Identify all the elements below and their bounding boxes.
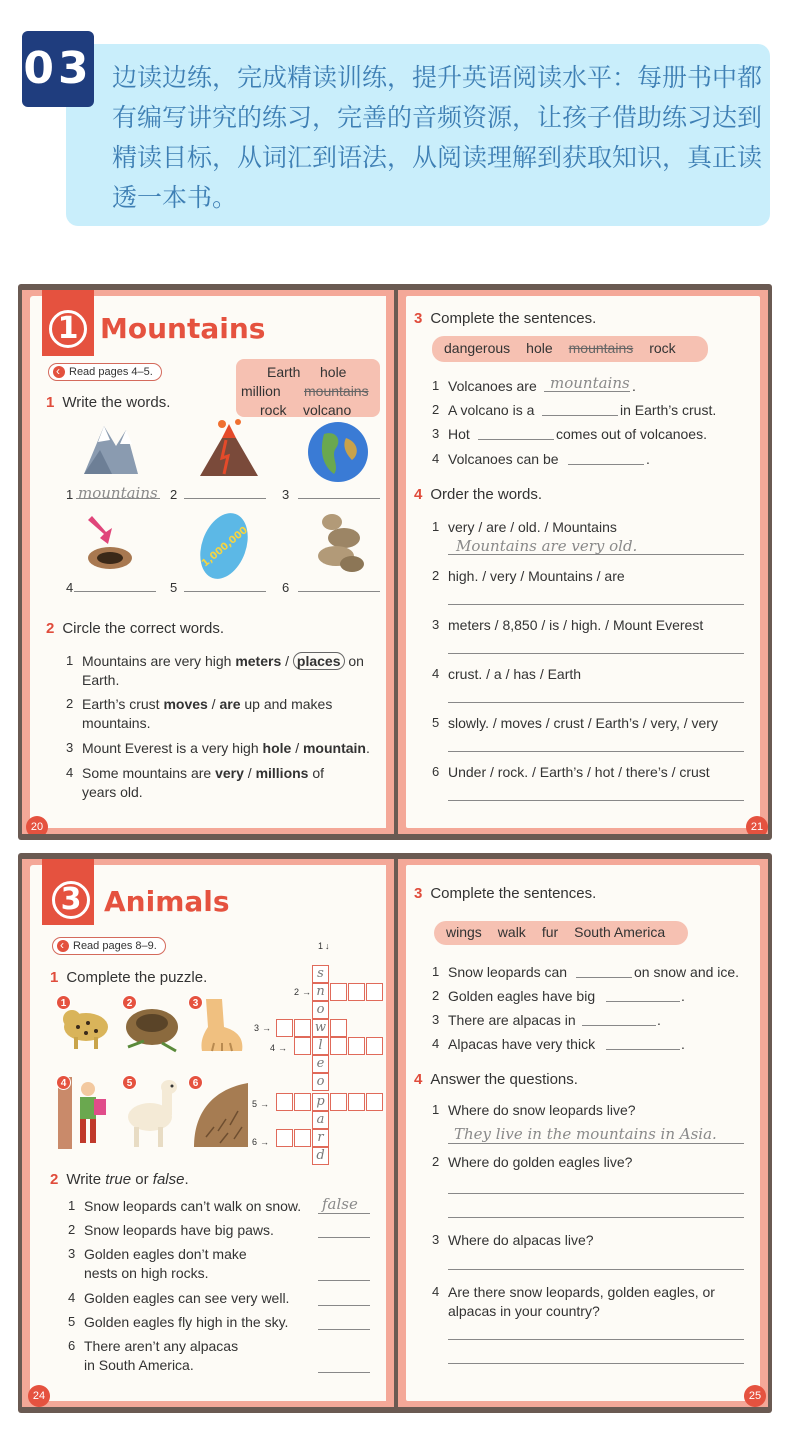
scrambled-words: meters / 8,850 / is / high. / Mount Everest [448,617,704,633]
unit-number-badge: 3 [52,881,90,919]
puzzle-cell[interactable] [366,983,383,1001]
sentence-text: . [681,988,685,1004]
answer-line[interactable] [448,653,744,654]
handwritten-answer: mountains [78,484,158,502]
handwritten-answer: false [322,1195,358,1213]
unit-title: Animals [104,885,230,918]
picture-label: 5 [122,1075,137,1090]
right-arrow-icon: → [260,1099,269,1109]
item-number: 2 [432,1154,440,1169]
word-bank-word: South America [574,924,666,940]
answer-line[interactable] [448,1339,744,1340]
unit-number-badge: 1 [49,310,87,348]
puzzle-cell-filled[interactable]: o [312,1001,329,1019]
picture-label: 6 [188,1075,203,1090]
answer-line[interactable] [448,1143,744,1144]
answer-line[interactable] [318,1305,370,1306]
puzzle-cell[interactable] [276,1019,293,1037]
circle-sentence-4: Some mountains are very / millions of [82,765,325,781]
puzzle-cell-filled[interactable]: a [312,1111,329,1129]
scrambled-words: crust. / a / has / Earth [448,666,582,682]
read-pages-link[interactable]: Read pages 8–9. ‹ [52,937,166,955]
book-spread-animals [18,853,772,1413]
puzzle-cell-filled[interactable]: o [312,1073,329,1091]
item-number: 6 [432,764,440,779]
answer-line[interactable] [318,1372,370,1373]
fur-picture-icon [190,1081,248,1147]
sentence-text: on snow and ice. [634,964,740,980]
answer-line[interactable] [318,1280,370,1281]
volcano-picture-icon [196,418,262,478]
circle-sentence-1: Mountains are very high meters / places on [82,653,364,669]
item-number: 1 [432,1102,440,1117]
item-number: 4 [66,580,74,595]
page-number: 21 [746,816,768,834]
sentence-text: comes out of volcanoes. [556,426,707,442]
answer-line[interactable] [448,604,744,605]
puzzle-cell-filled[interactable]: p [312,1093,329,1111]
picture-label: 3 [188,995,203,1010]
item-number: 1 [432,519,440,534]
answer-line[interactable] [576,977,632,978]
exercise-2-heading: 2 Write true or false. [50,1171,189,1188]
answer-line[interactable] [568,464,644,465]
item-number: 2 [432,402,440,417]
puzzle-cell-filled[interactable]: s [312,965,329,983]
clue-number: 6 [252,1137,258,1147]
item-number: 3 [282,487,290,502]
item-number: 3 [432,426,440,441]
puzzle-cell[interactable] [348,983,365,1001]
answer-line[interactable] [318,1237,370,1238]
sentence-text: . [646,451,650,467]
choice-word[interactable]: very [215,765,244,781]
clue-number: 4 [270,1043,276,1053]
puzzle-cell[interactable] [294,1093,311,1111]
item-number: 2 [432,568,440,583]
item-number: 1 [68,1198,76,1213]
question-text: Are there snow leopards, golden eagles, or [448,1284,715,1300]
puzzle-cell-filled[interactable]: d [312,1147,329,1165]
scrambled-words: Under / rock. / Earth’s / hot / there’s / crust [448,764,710,780]
puzzle-cell[interactable] [330,1019,347,1037]
word-bank [434,921,688,945]
choice-word[interactable]: are [219,696,241,712]
puzzle-cell-filled[interactable]: w [312,1019,329,1037]
sentence-text: Hot [448,426,470,442]
item-number: 2 [432,988,440,1003]
read-pages-link[interactable]: Read pages 4–5. ‹ [48,363,162,381]
word-bank-word: million [241,383,281,399]
clue-number: 5 [252,1099,258,1109]
choice-word[interactable]: moves [163,696,208,712]
clue-number: 1 [318,941,324,951]
sentence-text: . [657,1012,661,1028]
unit-title: Mountains [100,312,266,345]
item-number: 4 [66,765,74,780]
sentence-text: in Earth’s crust. [620,402,717,418]
statement-text: There aren’t any alpacas [84,1338,239,1354]
answer-line[interactable] [74,591,156,592]
sentence-text: . [632,378,636,394]
question-text: Where do alpacas live? [448,1232,594,1248]
item-number: 5 [68,1314,76,1329]
circled-choice-word[interactable]: places [293,652,345,670]
page-number: 24 [28,1385,50,1407]
book-spread-mountains [18,284,772,840]
answer-line[interactable] [606,1001,680,1002]
right-arrow-icon: → [302,987,311,997]
answer-line[interactable] [448,1363,744,1364]
exercise-3-heading: 3 Complete the sentences. [414,885,597,902]
page-number: 20 [26,816,48,834]
word-bank-word: Earth [267,364,301,380]
sentence-text: Volcanoes can be [448,451,559,467]
answer-line[interactable] [448,554,744,555]
million-label: 1,000,000 [199,524,251,570]
word-bank-word: wings [446,924,482,940]
item-number: 4 [432,1284,440,1299]
word-bank-word: hole [526,340,553,356]
word-bank [432,336,708,362]
sentence-text: A volcano is a [448,402,535,418]
statement-text: Golden eagles don’t make [84,1246,247,1262]
exercise-1-heading: 1 Complete the puzzle. [50,969,208,986]
puzzle-cell[interactable] [330,1093,347,1111]
exercise-2-heading: 2 Circle the correct words. [46,620,225,637]
puzzle-cell-filled[interactable]: n [312,983,329,1001]
down-arrow-icon: ↓ [325,941,330,951]
puzzle-cell[interactable] [348,1037,365,1055]
right-arrow-icon: → [278,1043,287,1053]
answer-line[interactable] [298,498,380,499]
item-number: 1 [66,653,74,668]
item-number: 2 [170,487,178,502]
item-number: 2 [66,696,74,711]
item-number: 3 [432,1232,440,1247]
word-bank-word: volcano [303,402,352,418]
page-20 [22,290,394,834]
sentence-text: Alpacas have very thick [448,1036,596,1052]
word-bank-word: dangerous [444,340,511,356]
statement-text: Golden eagles fly high in the sky. [84,1314,289,1330]
puzzle-cell[interactable] [330,983,347,1001]
picture-label: 1 [56,995,71,1010]
sentence-text: . [681,1036,685,1052]
item-number: 5 [432,715,440,730]
answer-line[interactable] [542,415,618,416]
sentence-continuation: mountains. [82,715,151,731]
answer-line[interactable] [318,1329,370,1330]
item-number: 3 [432,617,440,632]
puzzle-cell[interactable] [330,1037,347,1055]
word-bank-word: hole [320,364,347,380]
answer-line[interactable] [606,1049,680,1050]
scrambled-words: very / are / old. / Mountains [448,519,617,535]
right-arrow-icon: → [260,1137,269,1147]
puzzle-cell[interactable] [366,1093,383,1111]
answer-line[interactable] [448,800,744,801]
puzzle-cell[interactable] [294,1129,311,1147]
page-24 [22,859,394,1407]
puzzle-cell-filled[interactable]: e [312,1055,329,1073]
hole-picture-icon [82,514,134,574]
sentence-text: Snow leopards can [448,964,568,980]
statement-text: Snow leopards can’t walk on snow. [84,1198,302,1214]
question-text: Where do snow leopards live? [448,1102,636,1118]
million-picture-icon [194,510,254,582]
item-number: 3 [432,1012,440,1027]
puzzle-cell[interactable] [348,1093,365,1111]
word-bank-word: rock [649,340,676,356]
picture-label: 4 [56,1075,71,1090]
answer-line[interactable] [184,498,266,499]
scrambled-words: high. / very / Mountains / are [448,568,625,584]
answer-line[interactable] [478,439,554,440]
choice-word[interactable]: hole [262,740,292,756]
right-arrow-icon: → [262,1023,271,1033]
item-number: 4 [432,451,440,466]
item-number: 4 [432,666,440,681]
question-text: alpacas in your country? [448,1303,600,1319]
puzzle-cell[interactable] [294,1019,311,1037]
answer-line[interactable] [582,1025,656,1026]
item-number: 6 [282,580,290,595]
puzzle-cell[interactable] [366,1037,383,1055]
item-number: 2 [68,1222,76,1237]
answer-line[interactable] [448,751,744,752]
item-number: 1 [432,964,440,979]
item-number: 3 [68,1246,76,1261]
sentence-continuation: Earth. [82,672,120,688]
puzzle-cell-filled[interactable]: l [312,1037,329,1055]
puzzle-cell[interactable] [294,1037,311,1055]
sentence-text: There are alpacas in [448,1012,576,1028]
word-bank-word-used: mountains [304,383,369,399]
answer-line[interactable] [448,1217,744,1218]
choice-word[interactable]: millions [255,765,309,781]
clue-number: 2 [294,987,300,997]
exercise-4-heading: 4 Answer the questions. [414,1071,578,1088]
picture-label: 2 [122,995,137,1010]
sentence-continuation: years old. [82,784,143,800]
earth-picture-icon [306,420,370,484]
clue-number: 3 [254,1023,260,1033]
statement-text: in South America. [84,1357,194,1373]
item-number: 4 [432,1036,440,1051]
exercise-1-heading: 1 Write the words. [46,394,171,411]
puzzle-cell[interactable] [276,1129,293,1147]
answer-line[interactable] [448,1193,744,1194]
answer-line[interactable] [318,1213,370,1214]
statement-text: nests on high rocks. [84,1265,209,1281]
mountains-picture-icon [82,416,138,478]
handwritten-answer: Mountains are very old. [456,537,638,555]
statement-text: Snow leopards have big paws. [84,1222,274,1238]
page-25 [398,859,768,1407]
header-description: 边读边练，完成精读训练，提升英语阅读水平：每册书中都有编写讲究的练习，完善的音频资源，让孩子借助练习达到精读目标，从词汇到语法，从阅读理解到获取知识，真正读透一本书。 [112,63,763,212]
choice-word[interactable]: mountain [302,740,366,756]
answer-line[interactable] [184,591,266,592]
item-number: 1 [432,378,440,393]
handwritten-answer: mountains [550,374,630,392]
circle-sentence-3: Mount Everest is a very high hole / mountain. [82,740,370,756]
item-number: 5 [170,580,178,595]
puzzle-cell-filled[interactable]: r [312,1129,329,1147]
answer-line[interactable] [448,1269,744,1270]
puzzle-cell[interactable] [276,1093,293,1111]
sentence-text: Golden eagles have big [448,988,596,1004]
answer-line[interactable] [448,702,744,703]
page-number: 25 [744,1385,766,1407]
circle-sentence-2: Earth’s crust moves / are up and makes [82,696,333,712]
choice-word[interactable]: meters [235,653,282,669]
question-text: Where do golden eagles live? [448,1154,633,1170]
word-bank-word: rock [260,402,287,418]
word-bank-word-used: mountains [568,340,634,356]
rock-picture-icon [314,510,366,574]
exercise-3-heading: 3 Complete the sentences. [414,310,597,327]
word-bank-word: walk [497,924,526,940]
word-bank-word: fur [541,924,559,940]
answer-line[interactable] [298,591,380,592]
item-number: 1 [66,487,74,502]
page-21 [398,290,768,834]
exercise-4-heading: 4 Order the words. [414,486,543,503]
item-number: 3 [66,740,74,755]
sentence-text: Volcanoes are [448,378,537,394]
statement-text: Golden eagles can see very well. [84,1290,290,1306]
item-number: 4 [68,1290,76,1305]
scrambled-words: slowly. / moves / crust / Earth’s / very, / very [448,715,718,731]
item-number: 6 [68,1338,76,1353]
section-number-badge: 03 [22,31,94,107]
handwritten-answer: They live in the mountains in Asia. [454,1125,717,1143]
